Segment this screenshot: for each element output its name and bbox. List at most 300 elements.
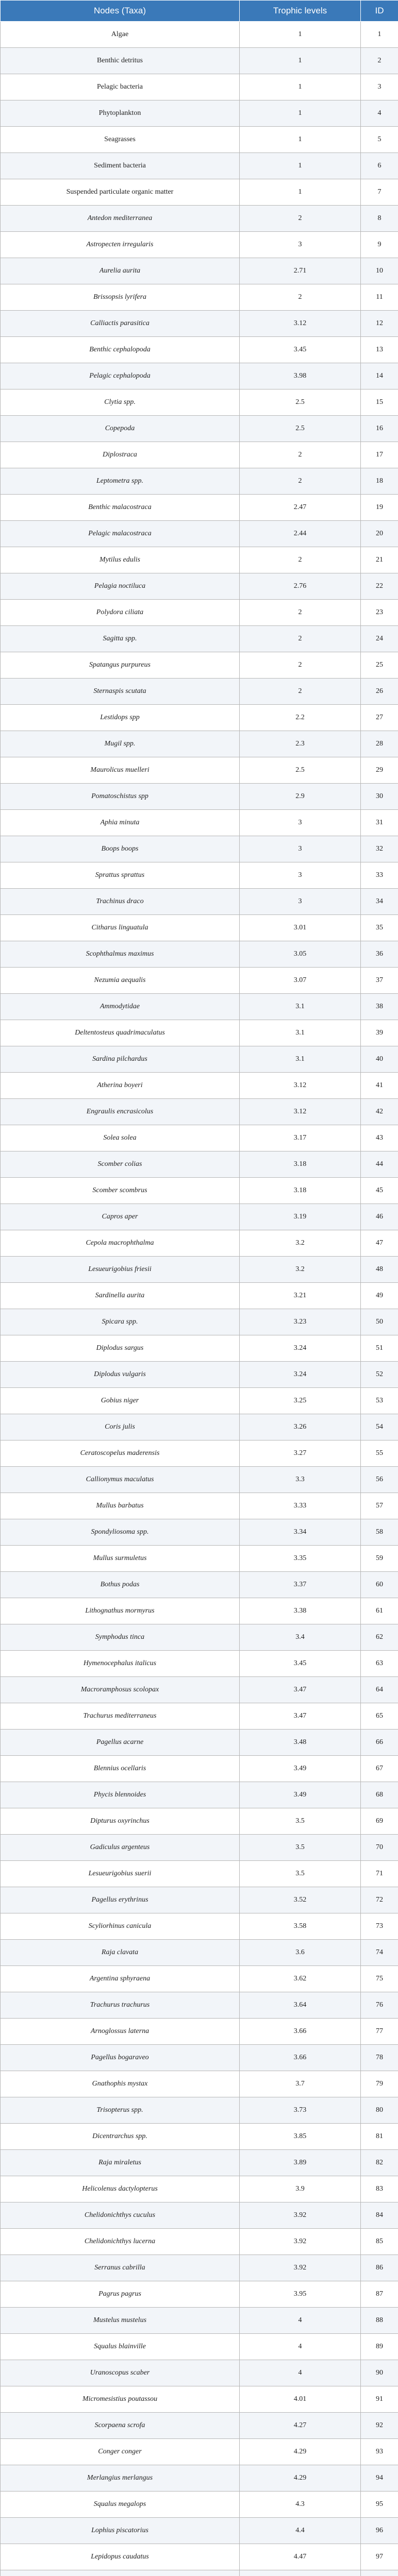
trophic-level-cell: 3.45 [240, 337, 361, 363]
id-cell: 26 [361, 679, 398, 705]
id-cell: 73 [361, 1913, 398, 1940]
trophic-level-cell: 3 [240, 836, 361, 862]
taxon-name-cell: Trisopterus spp. [1, 2097, 240, 2124]
id-cell: 3 [361, 74, 398, 100]
taxon-name-cell: Leptometra spp. [1, 468, 240, 495]
id-cell: 58 [361, 1519, 398, 1546]
id-cell: 96 [361, 2518, 398, 2544]
table-row [1, 1440, 398, 1467]
trophic-level-cell: 3.24 [240, 1362, 361, 1388]
trophic-level-cell: 1 [240, 74, 361, 100]
table-row [1, 2097, 398, 2124]
trophic-level-cell: 4.3 [240, 2492, 361, 2518]
taxon-name-cell: Benthic detritus [1, 48, 240, 74]
taxon-name-cell: Argentina sphyraena [1, 1966, 240, 1992]
id-cell: 79 [361, 2071, 398, 2097]
id-cell: 97 [361, 2544, 398, 2570]
trophic-level-cell: 1 [240, 22, 361, 48]
id-cell: 40 [361, 1046, 398, 1073]
table-row [1, 2465, 398, 2492]
id-cell: 23 [361, 600, 398, 626]
trophic-level-cell: 3.5 [240, 1808, 361, 1835]
table-row [1, 495, 398, 521]
id-cell: 61 [361, 1598, 398, 1624]
id-cell: 84 [361, 2202, 398, 2229]
trophic-level-cell: 2.3 [240, 731, 361, 757]
trophic-level-cell: 4.47 [240, 2544, 361, 2570]
trophic-level-cell: 2.71 [240, 258, 361, 284]
table-row [1, 22, 398, 48]
taxon-name-cell: Bothus podas [1, 1572, 240, 1598]
taxon-name-cell: Gadiculus argenteus [1, 1835, 240, 1861]
trophic-level-cell: 2.5 [240, 416, 361, 442]
table-row [1, 258, 398, 284]
taxon-name-cell: Lophius piscatorius [1, 2518, 240, 2544]
taxon-name-cell: Brissopsis lyrifera [1, 284, 240, 311]
taxon-name-cell: Ammodytidae [1, 994, 240, 1020]
id-cell: 62 [361, 1624, 398, 1651]
trophic-level-cell: 1 [240, 127, 361, 153]
taxon-name-cell: Squalus blainville [1, 2334, 240, 2360]
trophic-level-cell: 3.37 [240, 1572, 361, 1598]
id-cell: 71 [361, 1861, 398, 1887]
trophic-level-cell: 3.21 [240, 1283, 361, 1309]
id-cell: 15 [361, 389, 398, 416]
table-row [1, 1309, 398, 1335]
table-row [1, 2334, 398, 2360]
id-cell [361, 2570, 398, 2576]
trophic-level-cell: 1 [240, 153, 361, 179]
id-cell: 29 [361, 757, 398, 784]
id-cell: 69 [361, 1808, 398, 1835]
trophic-level-cell: 3.49 [240, 1782, 361, 1808]
taxon-name-cell: Copepoda [1, 416, 240, 442]
trophic-level-cell: 3.35 [240, 1546, 361, 1572]
id-cell: 18 [361, 468, 398, 495]
taxon-name-cell: Diplodus vulgaris [1, 1362, 240, 1388]
id-cell: 35 [361, 915, 398, 941]
table-row [1, 1913, 398, 1940]
table-row [1, 915, 398, 941]
taxon-name-cell: Nezumia aequalis [1, 968, 240, 994]
id-cell: 77 [361, 2019, 398, 2045]
table-row [1, 311, 398, 337]
taxon-name-cell: Cepola macrophthalma [1, 1230, 240, 1257]
table-row [1, 1598, 398, 1624]
trophic-level-cell: 3.18 [240, 1178, 361, 1204]
taxon-name-cell: Diplodus sargus [1, 1335, 240, 1362]
id-cell: 72 [361, 1887, 398, 1913]
trophic-level-cell: 3.45 [240, 1651, 361, 1677]
trophic-level-cell: 3.89 [240, 2150, 361, 2176]
id-cell: 37 [361, 968, 398, 994]
id-cell: 20 [361, 521, 398, 547]
taxon-name-cell: Pagellus acarne [1, 1730, 240, 1756]
trophic-level-cell: 3.62 [240, 1966, 361, 1992]
trophic-level-cell: 3.34 [240, 1519, 361, 1546]
table-row [1, 1335, 398, 1362]
table-row [1, 652, 398, 679]
taxon-name-cell: Phycis blennoides [1, 1782, 240, 1808]
table-row [1, 1992, 398, 2019]
trophic-level-cell: 3.7 [240, 2071, 361, 2097]
taxon-name-cell: Polydora ciliata [1, 600, 240, 626]
table-row [1, 1388, 398, 1414]
id-cell: 81 [361, 2124, 398, 2150]
trophic-level-cell: 3 [240, 232, 361, 258]
taxon-name-cell: Phytoplankton [1, 100, 240, 127]
id-cell: 2 [361, 48, 398, 74]
id-cell: 31 [361, 810, 398, 836]
taxon-name-cell: Calliactis parasitica [1, 311, 240, 337]
taxon-name-cell: Pelagia noctiluca [1, 573, 240, 600]
table-row [1, 2386, 398, 2413]
taxon-name-cell: Spatangus purpureus [1, 652, 240, 679]
trophic-level-cell: 4.29 [240, 2439, 361, 2465]
id-cell: 89 [361, 2334, 398, 2360]
taxon-name-cell: Spondyliosoma spp. [1, 1519, 240, 1546]
trophic-level-cell: 3.38 [240, 1598, 361, 1624]
id-cell: 66 [361, 1730, 398, 1756]
taxon-name-cell: Lestidops spp [1, 705, 240, 731]
id-cell: 14 [361, 363, 398, 389]
taxon-name-cell: Mullus surmuletus [1, 1546, 240, 1572]
id-cell: 12 [361, 311, 398, 337]
trophic-level-cell: 2.44 [240, 521, 361, 547]
trophic-level-cell: 2 [240, 206, 361, 232]
taxon-name-cell: Arnoglossus laterna [1, 2019, 240, 2045]
table-row [1, 1651, 398, 1677]
table-row [1, 889, 398, 915]
trophic-level-cell: 3.1 [240, 994, 361, 1020]
trophic-level-cell: 2.2 [240, 705, 361, 731]
id-cell: 75 [361, 1966, 398, 1992]
trophic-level-cell: 3.47 [240, 1677, 361, 1703]
id-cell: 83 [361, 2176, 398, 2202]
id-cell: 39 [361, 1020, 398, 1046]
id-cell: 93 [361, 2439, 398, 2465]
id-cell: 11 [361, 284, 398, 311]
trophic-level-cell: 1 [240, 48, 361, 74]
table-row [1, 810, 398, 836]
id-cell: 43 [361, 1125, 398, 1151]
trophic-level-cell: 4 [240, 2308, 361, 2334]
id-cell: 16 [361, 416, 398, 442]
table-row [1, 389, 398, 416]
id-cell: 80 [361, 2097, 398, 2124]
taxon-name-cell: Sagitta spp. [1, 626, 240, 652]
id-cell: 4 [361, 100, 398, 127]
trophic-level-cell: 3.9 [240, 2176, 361, 2202]
trophic-level-cell: 3.07 [240, 968, 361, 994]
id-cell: 38 [361, 994, 398, 1020]
taxon-name-cell: Aurelia aurita [1, 258, 240, 284]
trophic-level-cell: 2.5 [240, 389, 361, 416]
table-row [1, 1257, 398, 1283]
table-row [1, 1493, 398, 1519]
table-row [1, 1808, 398, 1835]
table-row [1, 1940, 398, 1966]
trophic-level-cell: 3.2 [240, 1230, 361, 1257]
table-row [1, 2019, 398, 2045]
table-row [1, 2124, 398, 2150]
taxon-name-cell: Sternaspis scutata [1, 679, 240, 705]
table-row [1, 2439, 398, 2465]
table-row [1, 1073, 398, 1099]
id-cell: 74 [361, 1940, 398, 1966]
taxon-name-cell: Suspended particulate organic matter [1, 179, 240, 206]
trophic-level-cell: 4.27 [240, 2413, 361, 2439]
taxon-name-cell: Clytia spp. [1, 389, 240, 416]
table-row [1, 1204, 398, 1230]
trophic-level-cell: 3.27 [240, 1440, 361, 1467]
table-row [1, 1730, 398, 1756]
table-row [1, 862, 398, 889]
taxon-name-cell: Chelidonichthys lucerna [1, 2229, 240, 2255]
table-row [1, 1546, 398, 1572]
id-cell: 25 [361, 652, 398, 679]
taxon-name-cell: Pagrus pagrus [1, 2281, 240, 2308]
taxon-name-cell: Pagellus erythrinus [1, 1887, 240, 1913]
taxon-name-cell: Merlangius merlangus [1, 2465, 240, 2492]
id-cell: 54 [361, 1414, 398, 1440]
taxon-name-cell: Scophthalmus maximus [1, 941, 240, 968]
id-cell: 52 [361, 1362, 398, 1388]
table-row [1, 74, 398, 100]
trophic-level-cell: 2 [240, 600, 361, 626]
taxon-name-cell: Atherina boyeri [1, 1073, 240, 1099]
taxon-name-cell: Helicolenus dactylopterus [1, 2176, 240, 2202]
taxon-name-cell: Coris julis [1, 1414, 240, 1440]
taxon-name-cell: Lesueurigobius suerii [1, 1861, 240, 1887]
table-row [1, 757, 398, 784]
id-cell: 33 [361, 862, 398, 889]
taxon-name-cell: Chelidonichthys cuculus [1, 2202, 240, 2229]
taxon-name-cell: Pelagic bacteria [1, 74, 240, 100]
trophic-level-cell: 3.12 [240, 1073, 361, 1099]
trophic-level-cell: 1 [240, 100, 361, 127]
trophic-level-cell: 4 [240, 2360, 361, 2386]
trophic-level-cell: 2.76 [240, 573, 361, 600]
header-id: ID [361, 1, 398, 22]
taxon-name-cell: Trachurus trachurus [1, 1992, 240, 2019]
trophic-level-cell: 3.73 [240, 2097, 361, 2124]
id-cell: 57 [361, 1493, 398, 1519]
table-row [1, 1677, 398, 1703]
trophic-level-cell: 3.25 [240, 1388, 361, 1414]
id-cell: 9 [361, 232, 398, 258]
table-row [1, 2544, 398, 2570]
table-row [1, 1887, 398, 1913]
taxon-name-cell: Conger conger [1, 2439, 240, 2465]
header-trophic-levels: Trophic levels [240, 1, 361, 22]
taxon-name-cell: Citharus linguatula [1, 915, 240, 941]
id-cell: 86 [361, 2255, 398, 2281]
trophic-level-cell: 2.9 [240, 784, 361, 810]
id-cell: 90 [361, 2360, 398, 2386]
trophic-level-cell: 3.18 [240, 1151, 361, 1178]
id-cell: 59 [361, 1546, 398, 1572]
trophic-level-cell: 3 [240, 810, 361, 836]
table-row [1, 1099, 398, 1125]
id-cell: 76 [361, 1992, 398, 2019]
trophic-level-cell: 3.01 [240, 915, 361, 941]
trophic-level-cell: 3.4 [240, 1624, 361, 1651]
id-cell: 91 [361, 2386, 398, 2413]
id-cell: 85 [361, 2229, 398, 2255]
table-row [1, 2492, 398, 2518]
table-row [1, 468, 398, 495]
table-row [1, 2281, 398, 2308]
trophic-level-cell: 3.98 [240, 363, 361, 389]
table-row [1, 705, 398, 731]
id-cell: 27 [361, 705, 398, 731]
trophic-level-cell: 3.17 [240, 1125, 361, 1151]
trophic-level-cell: 2 [240, 468, 361, 495]
id-cell: 67 [361, 1756, 398, 1782]
taxon-name-cell: Micromesistius poutassou [1, 2386, 240, 2413]
table-row [1, 731, 398, 757]
id-cell: 6 [361, 153, 398, 179]
table-row [1, 48, 398, 74]
trophic-level-cell: 3.05 [240, 941, 361, 968]
trophic-level-cell: 3.1 [240, 1020, 361, 1046]
taxon-name-cell: Serranus cabrilla [1, 2255, 240, 2281]
trophic-level-cell: 3.47 [240, 1703, 361, 1730]
taxon-name-cell: Lesueurigobius friesii [1, 1257, 240, 1283]
trophic-level-cell: 3.92 [240, 2229, 361, 2255]
id-cell: 53 [361, 1388, 398, 1414]
table-row [1, 573, 398, 600]
trophic-level-cell: 4 [240, 2334, 361, 2360]
taxon-name-cell: Trachinus draco [1, 889, 240, 915]
trophic-level-cell: 3.12 [240, 311, 361, 337]
table-row [1, 1467, 398, 1493]
table-row [1, 1125, 398, 1151]
taxon-name-cell: Macroramphosus scolopax [1, 1677, 240, 1703]
taxon-name-cell: Antedon mediterranea [1, 206, 240, 232]
table-row [1, 2413, 398, 2439]
table-row [1, 2202, 398, 2229]
id-cell: 63 [361, 1651, 398, 1677]
id-cell: 42 [361, 1099, 398, 1125]
id-cell: 64 [361, 1677, 398, 1703]
table-row [1, 1835, 398, 1861]
id-cell: 60 [361, 1572, 398, 1598]
table-row [1, 337, 398, 363]
id-cell: 47 [361, 1230, 398, 1257]
id-cell: 65 [361, 1703, 398, 1730]
header-nodes-taxa: Nodes (Taxa) [1, 1, 240, 22]
table-row [1, 2570, 398, 2576]
trophic-level-cell: 2 [240, 652, 361, 679]
trophic-level-cell: 2 [240, 442, 361, 468]
id-cell: 56 [361, 1467, 398, 1493]
id-cell: 28 [361, 731, 398, 757]
taxon-name-cell: Hymenocephalus italicus [1, 1651, 240, 1677]
trophic-level-cell: 3.92 [240, 2202, 361, 2229]
trophic-level-cell: 3.2 [240, 1257, 361, 1283]
id-cell: 30 [361, 784, 398, 810]
taxon-name-cell: Blennius ocellaris [1, 1756, 240, 1782]
id-cell: 94 [361, 2465, 398, 2492]
trophic-level-cell: 2 [240, 547, 361, 573]
taxon-name-cell: Diplostraca [1, 442, 240, 468]
taxon-name-cell: Raja miraletus [1, 2150, 240, 2176]
id-cell: 95 [361, 2492, 398, 2518]
trophic-level-cell: 3.33 [240, 1493, 361, 1519]
id-cell: 41 [361, 1073, 398, 1099]
taxon-name-cell: Mytilus edulis [1, 547, 240, 573]
taxon-name-cell: Lithognathus mormyrus [1, 1598, 240, 1624]
taxon-name-cell: Benthic cephalopoda [1, 337, 240, 363]
trophic-level-cell: 3.19 [240, 1204, 361, 1230]
taxon-name-cell: Squalus megalops [1, 2492, 240, 2518]
taxon-name-cell: Engraulis encrasicolus [1, 1099, 240, 1125]
taxon-name-cell: Pomatoschistus spp [1, 784, 240, 810]
id-cell: 24 [361, 626, 398, 652]
id-cell: 44 [361, 1151, 398, 1178]
trophic-level-cell: 3 [240, 889, 361, 915]
id-cell: 78 [361, 2045, 398, 2071]
table-row [1, 1283, 398, 1309]
taxon-name-cell: Deltentosteus quadrimaculatus [1, 1020, 240, 1046]
table-row [1, 100, 398, 127]
id-cell: 70 [361, 1835, 398, 1861]
taxon-name-cell: Scomber scombrus [1, 1178, 240, 1204]
taxon-name-cell: Trachurus mediterraneus [1, 1703, 240, 1730]
table-row [1, 442, 398, 468]
id-cell: 45 [361, 1178, 398, 1204]
table-row [1, 968, 398, 994]
id-cell: 50 [361, 1309, 398, 1335]
table-row [1, 2176, 398, 2202]
taxon-name-cell: Pagellus bogaraveo [1, 2045, 240, 2071]
id-cell: 8 [361, 206, 398, 232]
trophic-level-cell: 3.23 [240, 1309, 361, 1335]
taxon-name-cell: Callionymus maculatus [1, 1467, 240, 1493]
trophic-level-cell: 4.29 [240, 2465, 361, 2492]
id-cell: 46 [361, 1204, 398, 1230]
taxon-name-cell: Mullus barbatus [1, 1493, 240, 1519]
trophic-level-cell: 3.95 [240, 2281, 361, 2308]
taxon-name-cell: Gobius niger [1, 1388, 240, 1414]
taxon-name-cell: Ceratoscopelus maderensis [1, 1440, 240, 1467]
table-row [1, 416, 398, 442]
taxon-name-cell: Uranoscopus scaber [1, 2360, 240, 2386]
taxon-name-cell: Dipturus oxyrinchus [1, 1808, 240, 1835]
taxon-name-cell: Raja clavata [1, 1940, 240, 1966]
table-row [1, 600, 398, 626]
table-row [1, 363, 398, 389]
taxon-name-cell: Pelagic cephalopoda [1, 363, 240, 389]
taxon-name-cell: Scomber colias [1, 1151, 240, 1178]
table-row [1, 2308, 398, 2334]
header-row [1, 1, 398, 22]
trophic-level-cell: 3.24 [240, 1335, 361, 1362]
trophic-level-cell: 3 [240, 862, 361, 889]
table-row [1, 1572, 398, 1598]
trophic-level-cell: 3.66 [240, 2045, 361, 2071]
trophic-level-cell: 3.12 [240, 1099, 361, 1125]
trophic-level-cell: 1 [240, 179, 361, 206]
id-cell: 92 [361, 2413, 398, 2439]
table-body [1, 22, 398, 2576]
table-row [1, 2360, 398, 2386]
table-row [1, 2229, 398, 2255]
trophic-level-cell: 4.01 [240, 2386, 361, 2413]
table-row [1, 1020, 398, 1046]
